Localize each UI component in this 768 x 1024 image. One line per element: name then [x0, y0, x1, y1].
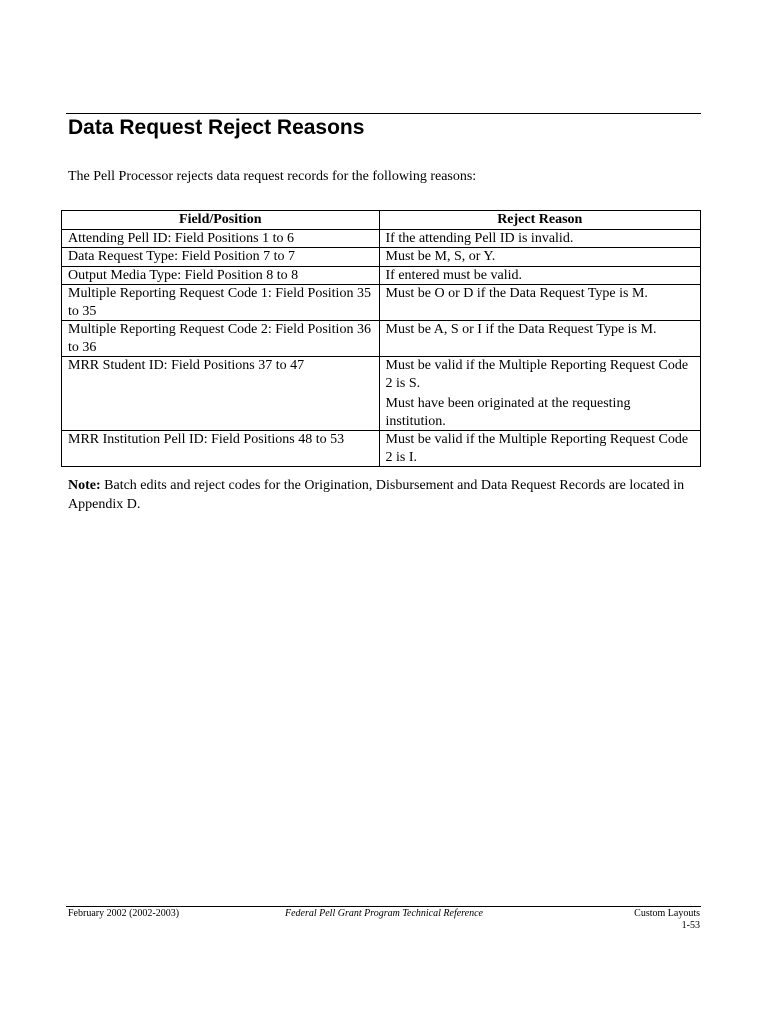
reject-reason-text: Must be M, S, or Y. — [385, 249, 496, 264]
footer-rule — [66, 906, 701, 907]
column-header-reject-reason: Reject Reason — [379, 211, 700, 230]
reject-reason-text: Must be O or D if the Data Request Type is M. — [385, 286, 648, 301]
footer-date: February 2002 (2002-2003) — [68, 908, 180, 919]
reject-reason-cell — [379, 357, 700, 431]
note-label: Note: — [68, 478, 101, 493]
table-row — [62, 321, 701, 357]
field-position-cell: MRR Institution Pell ID: Field Positions 48 to 53 — [62, 431, 380, 467]
footer-page-number: 1-53 — [681, 920, 700, 931]
field-position-cell: Multiple Reporting Request Code 2: Field Position 36 to 36 — [62, 321, 380, 357]
reject-reason-text: If the attending Pell ID is invalid. — [385, 230, 574, 246]
field-position-cell: Multiple Reporting Request Code 1: Field Position 35 to 35 — [62, 285, 380, 321]
header-rule — [66, 113, 701, 114]
footer-section — [634, 908, 700, 932]
reject-reason-cell — [379, 229, 700, 248]
table-row — [62, 266, 701, 285]
reject-reason-text: Must be valid if the Multiple Reporting Request Code 2 is S. — [385, 358, 689, 391]
field-position-cell: Output Media Type: Field Position 8 to 8 — [62, 266, 380, 285]
intro-paragraph: The Pell Processor rejects data request records for the following reasons: — [68, 169, 477, 184]
column-header-field-position: Field/Position — [62, 211, 380, 230]
note-text: Batch edits and reject codes for the Origination, Disbursement and Data Request Records are located in Appendix D. — [68, 478, 685, 512]
field-position-cell: MRR Student ID: Field Positions 37 to 47 — [62, 357, 380, 431]
field-position-cell: Data Request Type: Field Position 7 to 7 — [62, 248, 380, 267]
reject-reason-cell — [379, 266, 700, 285]
table-row — [62, 431, 701, 467]
reject-reasons-table — [61, 210, 701, 467]
field-position-cell: Attending Pell ID: Field Positions 1 to 6 — [62, 229, 380, 248]
footer-publication-title: Federal Pell Grant Program Technical Reference — [284, 908, 483, 919]
table-row — [62, 229, 701, 248]
table-row — [62, 285, 701, 321]
table-row — [62, 248, 701, 267]
reject-reason-text: Must be valid if the Multiple Reporting Request Code 2 is I. — [385, 432, 689, 465]
reject-reason-text: Must have been originated at the requesting institution. — [385, 396, 631, 429]
table-header-row — [62, 211, 701, 230]
reject-reason-text: If entered must be valid. — [385, 267, 522, 283]
table-row — [62, 357, 701, 431]
reject-reason-cell — [379, 248, 700, 267]
page-title: Data Request Reject Reasons — [68, 116, 365, 139]
reject-reason-cell — [379, 321, 700, 357]
note-paragraph — [68, 476, 708, 514]
reject-reason-cell — [379, 285, 700, 321]
reject-reason-text: Must be A, S or I if the Data Request Type is M. — [385, 322, 657, 337]
footer-section-name: Custom Layouts — [634, 908, 700, 919]
reject-reason-cell — [379, 431, 700, 467]
